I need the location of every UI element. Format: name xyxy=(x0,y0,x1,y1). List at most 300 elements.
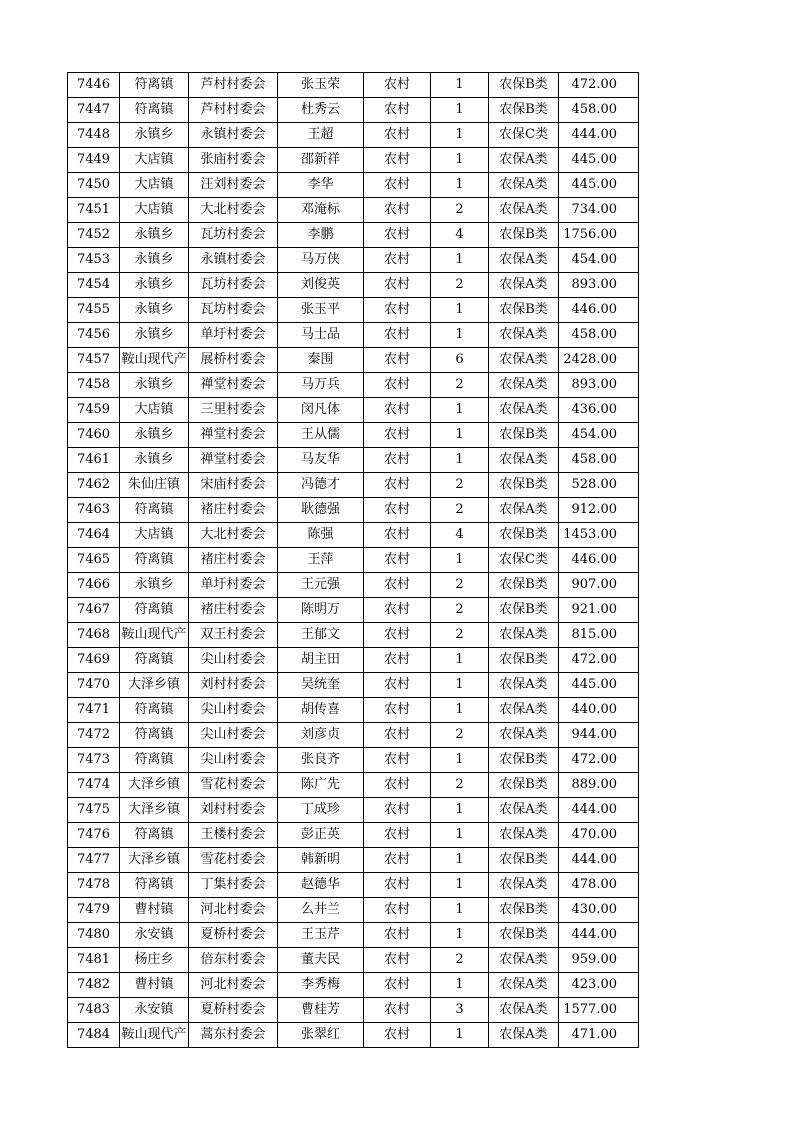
village-committee-cell: 张庙村委会 xyxy=(189,148,278,173)
insurance-category-cell: 农保C类 xyxy=(489,548,559,573)
insurance-category-cell: 农保A类 xyxy=(489,823,559,848)
table-row xyxy=(68,373,639,398)
row-number-cell: 7484 xyxy=(68,1023,120,1048)
amount-cell: 445.00 xyxy=(559,673,639,698)
amount-cell: 446.00 xyxy=(559,298,639,323)
township-cell: 符离镇 xyxy=(120,73,189,98)
village-committee-cell: 展桥村委会 xyxy=(189,348,278,373)
row-number-cell: 7452 xyxy=(68,223,120,248)
residence-type-cell: 农村 xyxy=(364,398,431,423)
village-committee-cell: 尖山村委会 xyxy=(189,723,278,748)
row-number-cell: 7479 xyxy=(68,898,120,923)
person-name-cell: 马万侠 xyxy=(278,248,364,273)
person-name-cell: 马友华 xyxy=(278,448,364,473)
residence-type-cell: 农村 xyxy=(364,823,431,848)
amount-cell: 959.00 xyxy=(559,948,639,973)
person-name-cell: 胡主田 xyxy=(278,648,364,673)
table-row xyxy=(68,848,639,873)
row-number-cell: 7458 xyxy=(68,373,120,398)
row-number-cell: 7463 xyxy=(68,498,120,523)
household-count-cell: 2 xyxy=(431,598,489,623)
residence-type-cell: 农村 xyxy=(364,623,431,648)
table-row xyxy=(68,473,639,498)
residence-type-cell: 农村 xyxy=(364,523,431,548)
village-committee-cell: 丁集村委会 xyxy=(189,873,278,898)
residence-type-cell: 农村 xyxy=(364,248,431,273)
residence-type-cell: 农村 xyxy=(364,998,431,1023)
person-name-cell: 么井兰 xyxy=(278,898,364,923)
row-number-cell: 7453 xyxy=(68,248,120,273)
township-cell: 朱仙庄镇 xyxy=(120,473,189,498)
residence-type-cell: 农村 xyxy=(364,473,431,498)
table-row xyxy=(68,823,639,848)
township-cell: 符离镇 xyxy=(120,823,189,848)
household-count-cell: 1 xyxy=(431,898,489,923)
township-cell: 符离镇 xyxy=(120,723,189,748)
township-cell: 鞍山现代产 xyxy=(120,1023,189,1048)
residence-type-cell: 农村 xyxy=(364,423,431,448)
township-cell: 永镇乡 xyxy=(120,423,189,448)
household-count-cell: 1 xyxy=(431,323,489,348)
household-count-cell: 2 xyxy=(431,373,489,398)
amount-cell: 444.00 xyxy=(559,923,639,948)
village-committee-cell: 夏桥村委会 xyxy=(189,998,278,1023)
township-cell: 永镇乡 xyxy=(120,273,189,298)
amount-cell: 470.00 xyxy=(559,823,639,848)
household-count-cell: 2 xyxy=(431,198,489,223)
insurance-category-cell: 农保A类 xyxy=(489,173,559,198)
amount-cell: 478.00 xyxy=(559,873,639,898)
household-count-cell: 2 xyxy=(431,773,489,798)
person-name-cell: 邵新祥 xyxy=(278,148,364,173)
insurance-category-cell: 农保A类 xyxy=(489,723,559,748)
row-number-cell: 7454 xyxy=(68,273,120,298)
household-count-cell: 1 xyxy=(431,698,489,723)
person-name-cell: 董夫民 xyxy=(278,948,364,973)
village-committee-cell: 雪花村委会 xyxy=(189,848,278,873)
insurance-category-cell: 农保A类 xyxy=(489,323,559,348)
row-number-cell: 7450 xyxy=(68,173,120,198)
row-number-cell: 7451 xyxy=(68,198,120,223)
amount-cell: 444.00 xyxy=(559,123,639,148)
person-name-cell: 陈强 xyxy=(278,523,364,548)
table-row xyxy=(68,523,639,548)
row-number-cell: 7480 xyxy=(68,923,120,948)
township-cell: 永镇乡 xyxy=(120,373,189,398)
insurance-category-cell: 农保A类 xyxy=(489,698,559,723)
township-cell: 符离镇 xyxy=(120,648,189,673)
village-committee-cell: 宋庙村委会 xyxy=(189,473,278,498)
residence-type-cell: 农村 xyxy=(364,873,431,898)
household-count-cell: 1 xyxy=(431,673,489,698)
insurance-category-cell: 农保A类 xyxy=(489,1023,559,1048)
village-committee-cell: 褚庄村委会 xyxy=(189,548,278,573)
household-count-cell: 1 xyxy=(431,873,489,898)
household-count-cell: 1 xyxy=(431,1023,489,1048)
person-name-cell: 王超 xyxy=(278,123,364,148)
table-row xyxy=(68,723,639,748)
household-count-cell: 1 xyxy=(431,798,489,823)
table-row xyxy=(68,698,639,723)
row-number-cell: 7474 xyxy=(68,773,120,798)
residence-type-cell: 农村 xyxy=(364,373,431,398)
residence-type-cell: 农村 xyxy=(364,973,431,998)
village-committee-cell: 芦村村委会 xyxy=(189,73,278,98)
person-name-cell: 王郁文 xyxy=(278,623,364,648)
household-count-cell: 1 xyxy=(431,248,489,273)
insurance-category-cell: 农保B类 xyxy=(489,898,559,923)
roster-table-body xyxy=(68,73,639,1048)
household-count-cell: 1 xyxy=(431,648,489,673)
village-committee-cell: 芦村村委会 xyxy=(189,98,278,123)
amount-cell: 446.00 xyxy=(559,548,639,573)
village-committee-cell: 单圩村委会 xyxy=(189,323,278,348)
township-cell: 大泽乡镇 xyxy=(120,773,189,798)
amount-cell: 444.00 xyxy=(559,848,639,873)
table-row xyxy=(68,573,639,598)
amount-cell: 445.00 xyxy=(559,148,639,173)
table-row xyxy=(68,273,639,298)
person-name-cell: 刘彦贞 xyxy=(278,723,364,748)
residence-type-cell: 农村 xyxy=(364,148,431,173)
person-name-cell: 王萍 xyxy=(278,548,364,573)
table-row xyxy=(68,448,639,473)
row-number-cell: 7471 xyxy=(68,698,120,723)
row-number-cell: 7461 xyxy=(68,448,120,473)
amount-cell: 436.00 xyxy=(559,398,639,423)
insurance-category-cell: 农保B类 xyxy=(489,98,559,123)
village-committee-cell: 禅堂村委会 xyxy=(189,423,278,448)
person-name-cell: 赵德华 xyxy=(278,873,364,898)
township-cell: 永镇乡 xyxy=(120,248,189,273)
table-row xyxy=(68,73,639,98)
table-row xyxy=(68,323,639,348)
insurance-category-cell: 农保A类 xyxy=(489,498,559,523)
row-number-cell: 7462 xyxy=(68,473,120,498)
village-committee-cell: 河北村委会 xyxy=(189,973,278,998)
township-cell: 符离镇 xyxy=(120,98,189,123)
insurance-category-cell: 农保A类 xyxy=(489,348,559,373)
table-row xyxy=(68,548,639,573)
residence-type-cell: 农村 xyxy=(364,748,431,773)
row-number-cell: 7467 xyxy=(68,598,120,623)
township-cell: 鞍山现代产 xyxy=(120,623,189,648)
village-committee-cell: 尖山村委会 xyxy=(189,648,278,673)
village-committee-cell: 蒿东村委会 xyxy=(189,1023,278,1048)
table-row xyxy=(68,923,639,948)
row-number-cell: 7481 xyxy=(68,948,120,973)
row-number-cell: 7464 xyxy=(68,523,120,548)
insurance-category-cell: 农保A类 xyxy=(489,248,559,273)
residence-type-cell: 农村 xyxy=(364,348,431,373)
household-count-cell: 1 xyxy=(431,448,489,473)
insurance-category-cell: 农保A类 xyxy=(489,798,559,823)
township-cell: 大泽乡镇 xyxy=(120,673,189,698)
table-row xyxy=(68,348,639,373)
insurance-category-cell: 农保A类 xyxy=(489,998,559,1023)
person-name-cell: 刘俊英 xyxy=(278,273,364,298)
amount-cell: 815.00 xyxy=(559,623,639,648)
residence-type-cell: 农村 xyxy=(364,848,431,873)
village-committee-cell: 尖山村委会 xyxy=(189,748,278,773)
person-name-cell: 陈广先 xyxy=(278,773,364,798)
person-name-cell: 闵凡体 xyxy=(278,398,364,423)
table-row xyxy=(68,1023,639,1048)
township-cell: 符离镇 xyxy=(120,498,189,523)
village-committee-cell: 大北村委会 xyxy=(189,523,278,548)
household-count-cell: 1 xyxy=(431,423,489,448)
person-name-cell: 韩新明 xyxy=(278,848,364,873)
row-number-cell: 7465 xyxy=(68,548,120,573)
amount-cell: 921.00 xyxy=(559,598,639,623)
insurance-category-cell: 农保B类 xyxy=(489,598,559,623)
row-number-cell: 7448 xyxy=(68,123,120,148)
insurance-category-cell: 农保A类 xyxy=(489,148,559,173)
person-name-cell: 秦围 xyxy=(278,348,364,373)
township-cell: 大店镇 xyxy=(120,523,189,548)
person-name-cell: 张翠红 xyxy=(278,1023,364,1048)
insurance-category-cell: 农保A类 xyxy=(489,198,559,223)
row-number-cell: 7468 xyxy=(68,623,120,648)
table-row xyxy=(68,648,639,673)
residence-type-cell: 农村 xyxy=(364,298,431,323)
row-number-cell: 7466 xyxy=(68,573,120,598)
row-number-cell: 7459 xyxy=(68,398,120,423)
residence-type-cell: 农村 xyxy=(364,448,431,473)
township-cell: 大泽乡镇 xyxy=(120,848,189,873)
village-committee-cell: 王楼村委会 xyxy=(189,823,278,848)
household-count-cell: 1 xyxy=(431,148,489,173)
township-cell: 永安镇 xyxy=(120,923,189,948)
household-count-cell: 4 xyxy=(431,523,489,548)
residence-type-cell: 农村 xyxy=(364,73,431,98)
residence-type-cell: 农村 xyxy=(364,948,431,973)
table-row xyxy=(68,948,639,973)
residence-type-cell: 农村 xyxy=(364,548,431,573)
household-count-cell: 1 xyxy=(431,98,489,123)
village-committee-cell: 汪刘村委会 xyxy=(189,173,278,198)
village-committee-cell: 禅堂村委会 xyxy=(189,448,278,473)
village-committee-cell: 永镇村委会 xyxy=(189,123,278,148)
amount-cell: 907.00 xyxy=(559,573,639,598)
insurance-category-cell: 农保B类 xyxy=(489,573,559,598)
person-name-cell: 张良齐 xyxy=(278,748,364,773)
amount-cell: 912.00 xyxy=(559,498,639,523)
village-committee-cell: 尖山村委会 xyxy=(189,698,278,723)
household-count-cell: 1 xyxy=(431,823,489,848)
residence-type-cell: 农村 xyxy=(364,498,431,523)
table-row xyxy=(68,773,639,798)
household-count-cell: 1 xyxy=(431,123,489,148)
household-count-cell: 1 xyxy=(431,173,489,198)
person-name-cell: 马万兵 xyxy=(278,373,364,398)
township-cell: 杨庄乡 xyxy=(120,948,189,973)
table-row xyxy=(68,623,639,648)
insurance-category-cell: 农保B类 xyxy=(489,298,559,323)
insurance-category-cell: 农保B类 xyxy=(489,748,559,773)
township-cell: 符离镇 xyxy=(120,748,189,773)
table-row xyxy=(68,98,639,123)
village-committee-cell: 倍东村委会 xyxy=(189,948,278,973)
residence-type-cell: 农村 xyxy=(364,898,431,923)
household-count-cell: 4 xyxy=(431,223,489,248)
insurance-category-cell: 农保B类 xyxy=(489,473,559,498)
person-name-cell: 吴统奎 xyxy=(278,673,364,698)
person-name-cell: 李华 xyxy=(278,173,364,198)
village-committee-cell: 永镇村委会 xyxy=(189,248,278,273)
household-count-cell: 2 xyxy=(431,623,489,648)
row-number-cell: 7457 xyxy=(68,348,120,373)
row-number-cell: 7447 xyxy=(68,98,120,123)
amount-cell: 1577.00 xyxy=(559,998,639,1023)
person-name-cell: 李秀梅 xyxy=(278,973,364,998)
person-name-cell: 杜秀云 xyxy=(278,98,364,123)
amount-cell: 458.00 xyxy=(559,448,639,473)
residence-type-cell: 农村 xyxy=(364,598,431,623)
table-row xyxy=(68,598,639,623)
insurance-category-cell: 农保B类 xyxy=(489,223,559,248)
table-row xyxy=(68,223,639,248)
household-count-cell: 6 xyxy=(431,348,489,373)
table-row xyxy=(68,148,639,173)
table-row xyxy=(68,998,639,1023)
household-count-cell: 1 xyxy=(431,848,489,873)
residence-type-cell: 农村 xyxy=(364,698,431,723)
township-cell: 符离镇 xyxy=(120,548,189,573)
amount-cell: 458.00 xyxy=(559,323,639,348)
household-count-cell: 2 xyxy=(431,573,489,598)
amount-cell: 893.00 xyxy=(559,273,639,298)
amount-cell: 471.00 xyxy=(559,1023,639,1048)
township-cell: 永镇乡 xyxy=(120,323,189,348)
household-count-cell: 3 xyxy=(431,998,489,1023)
township-cell: 符离镇 xyxy=(120,873,189,898)
row-number-cell: 7472 xyxy=(68,723,120,748)
village-committee-cell: 禅堂村委会 xyxy=(189,373,278,398)
person-name-cell: 丁成珍 xyxy=(278,798,364,823)
household-count-cell: 1 xyxy=(431,548,489,573)
village-committee-cell: 雪花村委会 xyxy=(189,773,278,798)
insurance-category-cell: 农保B类 xyxy=(489,773,559,798)
person-name-cell: 耿德强 xyxy=(278,498,364,523)
amount-cell: 528.00 xyxy=(559,473,639,498)
insurance-category-cell: 农保B类 xyxy=(489,73,559,98)
insurance-category-cell: 农保A类 xyxy=(489,373,559,398)
insurance-category-cell: 农保A类 xyxy=(489,623,559,648)
township-cell: 大店镇 xyxy=(120,398,189,423)
residence-type-cell: 农村 xyxy=(364,223,431,248)
village-committee-cell: 河北村委会 xyxy=(189,898,278,923)
residence-type-cell: 农村 xyxy=(364,323,431,348)
amount-cell: 889.00 xyxy=(559,773,639,798)
household-count-cell: 1 xyxy=(431,923,489,948)
township-cell: 大泽乡镇 xyxy=(120,798,189,823)
township-cell: 鞍山现代产 xyxy=(120,348,189,373)
table-row xyxy=(68,498,639,523)
household-count-cell: 2 xyxy=(431,948,489,973)
residence-type-cell: 农村 xyxy=(364,923,431,948)
person-name-cell: 马士品 xyxy=(278,323,364,348)
township-cell: 永镇乡 xyxy=(120,573,189,598)
insurance-category-cell: 农保A类 xyxy=(489,973,559,998)
household-count-cell: 2 xyxy=(431,498,489,523)
row-number-cell: 7483 xyxy=(68,998,120,1023)
amount-cell: 472.00 xyxy=(559,748,639,773)
amount-cell: 440.00 xyxy=(559,698,639,723)
village-committee-cell: 刘村村委会 xyxy=(189,798,278,823)
village-committee-cell: 双王村委会 xyxy=(189,623,278,648)
row-number-cell: 7446 xyxy=(68,73,120,98)
table-row xyxy=(68,398,639,423)
village-committee-cell: 夏桥村委会 xyxy=(189,923,278,948)
amount-cell: 893.00 xyxy=(559,373,639,398)
insurance-category-cell: 农保A类 xyxy=(489,948,559,973)
roster-table xyxy=(67,72,639,1048)
residence-type-cell: 农村 xyxy=(364,123,431,148)
residence-type-cell: 农村 xyxy=(364,1023,431,1048)
amount-cell: 458.00 xyxy=(559,98,639,123)
township-cell: 永镇乡 xyxy=(120,448,189,473)
insurance-category-cell: 农保B类 xyxy=(489,848,559,873)
person-name-cell: 冯德才 xyxy=(278,473,364,498)
township-cell: 大店镇 xyxy=(120,198,189,223)
village-committee-cell: 瓦坊村委会 xyxy=(189,273,278,298)
row-number-cell: 7473 xyxy=(68,748,120,773)
table-row xyxy=(68,248,639,273)
table-row xyxy=(68,973,639,998)
person-name-cell: 曹桂芳 xyxy=(278,998,364,1023)
household-count-cell: 1 xyxy=(431,298,489,323)
residence-type-cell: 农村 xyxy=(364,773,431,798)
insurance-category-cell: 农保B类 xyxy=(489,923,559,948)
residence-type-cell: 农村 xyxy=(364,198,431,223)
household-count-cell: 1 xyxy=(431,73,489,98)
township-cell: 永镇乡 xyxy=(120,298,189,323)
amount-cell: 734.00 xyxy=(559,198,639,223)
village-committee-cell: 褚庄村委会 xyxy=(189,598,278,623)
township-cell: 曹村镇 xyxy=(120,973,189,998)
village-committee-cell: 刘村村委会 xyxy=(189,673,278,698)
residence-type-cell: 农村 xyxy=(364,648,431,673)
table-row xyxy=(68,748,639,773)
village-committee-cell: 瓦坊村委会 xyxy=(189,298,278,323)
person-name-cell: 王玉芹 xyxy=(278,923,364,948)
person-name-cell: 彭正英 xyxy=(278,823,364,848)
household-count-cell: 1 xyxy=(431,748,489,773)
amount-cell: 2428.00 xyxy=(559,348,639,373)
amount-cell: 472.00 xyxy=(559,648,639,673)
residence-type-cell: 农村 xyxy=(364,798,431,823)
residence-type-cell: 农村 xyxy=(364,673,431,698)
insurance-category-cell: 农保A类 xyxy=(489,873,559,898)
township-cell: 永安镇 xyxy=(120,998,189,1023)
table-row xyxy=(68,198,639,223)
residence-type-cell: 农村 xyxy=(364,573,431,598)
household-count-cell: 1 xyxy=(431,973,489,998)
person-name-cell: 张玉荣 xyxy=(278,73,364,98)
insurance-category-cell: 农保A类 xyxy=(489,448,559,473)
person-name-cell: 陈明万 xyxy=(278,598,364,623)
amount-cell: 944.00 xyxy=(559,723,639,748)
township-cell: 曹村镇 xyxy=(120,898,189,923)
amount-cell: 454.00 xyxy=(559,423,639,448)
row-number-cell: 7478 xyxy=(68,873,120,898)
household-count-cell: 1 xyxy=(431,398,489,423)
row-number-cell: 7482 xyxy=(68,973,120,998)
table-row xyxy=(68,423,639,448)
residence-type-cell: 农村 xyxy=(364,173,431,198)
row-number-cell: 7456 xyxy=(68,323,120,348)
